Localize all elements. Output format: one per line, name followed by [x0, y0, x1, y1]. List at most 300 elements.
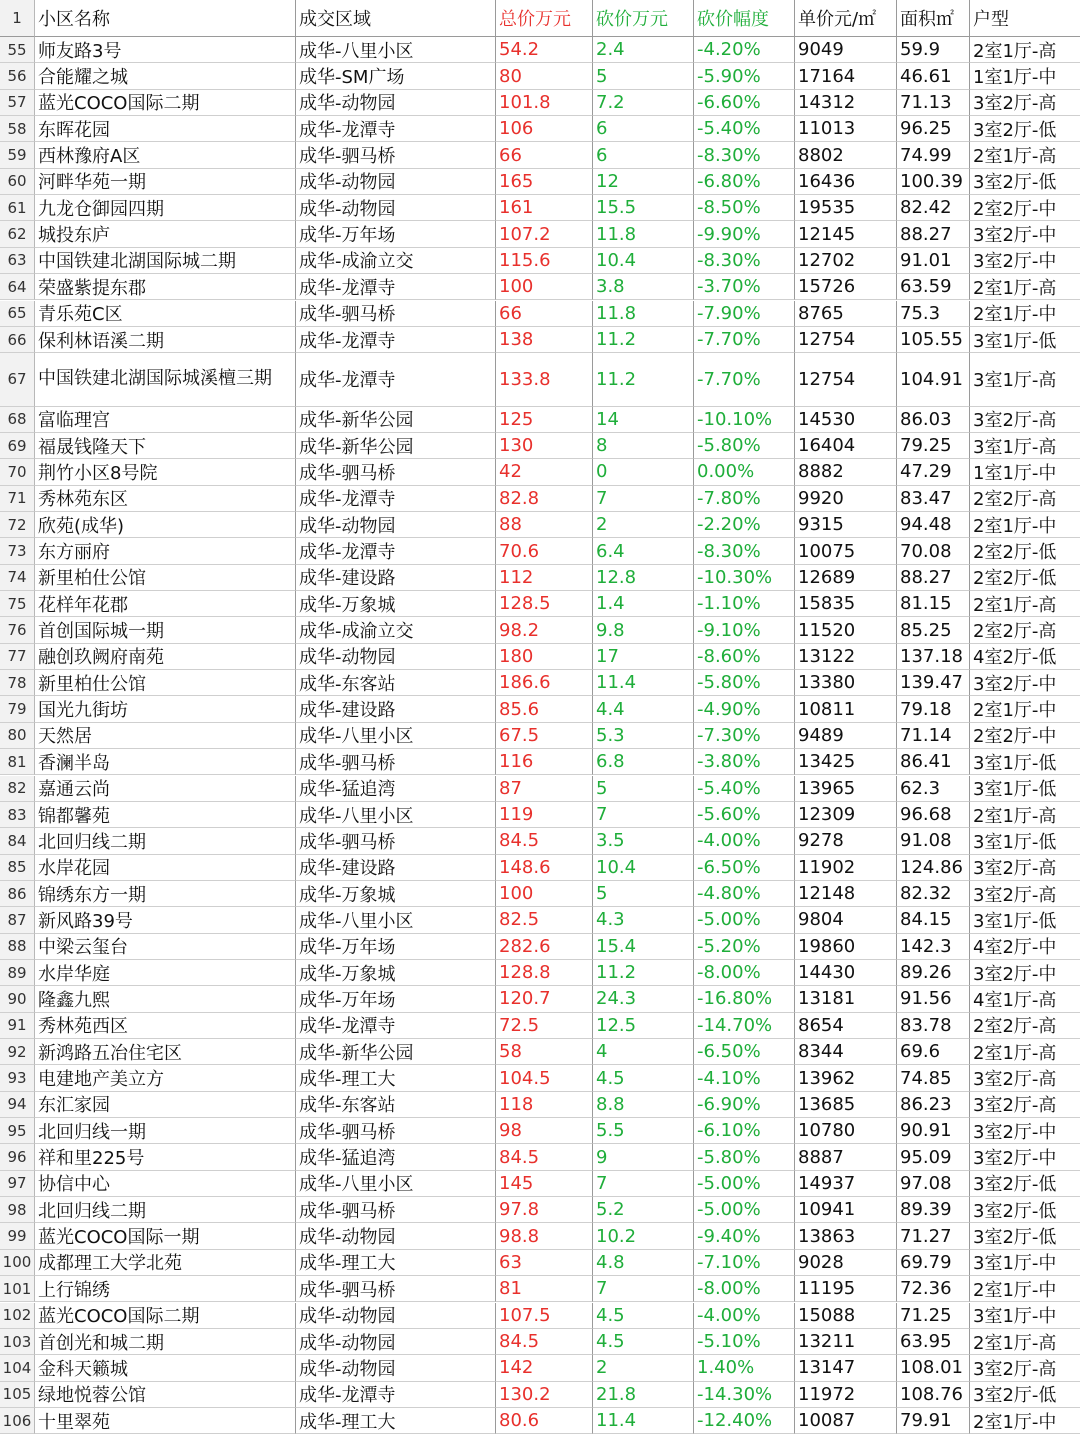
cell-area[interactable]: 成华-驷马桥: [296, 301, 496, 327]
cell-area[interactable]: 成华-驷马桥: [296, 1197, 496, 1223]
cell-type[interactable]: 3室2厅-中: [970, 670, 1080, 696]
cell-size[interactable]: 104.91: [897, 353, 970, 406]
cell-name[interactable]: 秀林苑东区: [35, 486, 296, 512]
row-number[interactable]: 101: [0, 1276, 35, 1302]
cell-area[interactable]: 成华-八里小区: [296, 1171, 496, 1197]
cell-total[interactable]: 120.7: [496, 986, 593, 1012]
cell-unit-price[interactable]: 15835: [795, 591, 897, 617]
cell-size[interactable]: 90.91: [897, 1118, 970, 1144]
cell-cut[interactable]: 11.8: [593, 301, 694, 327]
cell-total[interactable]: 82.8: [496, 486, 593, 512]
cell-cut[interactable]: 15.5: [593, 195, 694, 221]
row-number[interactable]: 69: [0, 433, 35, 459]
cell-cut[interactable]: 10.4: [593, 248, 694, 274]
cell-area[interactable]: 成华-动物园: [296, 644, 496, 670]
cell-size[interactable]: 95.09: [897, 1144, 970, 1170]
row-number[interactable]: 84: [0, 828, 35, 854]
cell-cut[interactable]: 3.8: [593, 274, 694, 300]
cell-name[interactable]: 成都理工大学北苑: [35, 1250, 296, 1276]
row-number[interactable]: 55: [0, 37, 35, 63]
cell-cut[interactable]: 6.4: [593, 538, 694, 564]
cell-type[interactable]: 4室2厅-低: [970, 644, 1080, 670]
cell-total[interactable]: 80: [496, 63, 593, 89]
cell-type[interactable]: 2室2厅-中: [970, 723, 1080, 749]
cell-cut[interactable]: 8: [593, 433, 694, 459]
cell-pct[interactable]: -4.00%: [694, 828, 795, 854]
cell-total[interactable]: 67.5: [496, 723, 593, 749]
cell-unit-price[interactable]: 13965: [795, 776, 897, 802]
cell-size[interactable]: 72.36: [897, 1276, 970, 1302]
cell-type[interactable]: 3室2厅-高: [970, 407, 1080, 433]
cell-area[interactable]: 成华-成渝立交: [296, 248, 496, 274]
cell-type[interactable]: 2室1厅-中: [970, 512, 1080, 538]
cell-area[interactable]: 成华-理工大: [296, 1250, 496, 1276]
cell-size[interactable]: 62.3: [897, 776, 970, 802]
cell-cut[interactable]: 12.8: [593, 565, 694, 591]
row-number[interactable]: 73: [0, 538, 35, 564]
cell-total[interactable]: 98: [496, 1118, 593, 1144]
cell-name[interactable]: 协信中心: [35, 1171, 296, 1197]
row-number[interactable]: 91: [0, 1013, 35, 1039]
cell-unit-price[interactable]: 11013: [795, 116, 897, 142]
cell-size[interactable]: 97.08: [897, 1171, 970, 1197]
cell-name[interactable]: 保利林语溪二期: [35, 327, 296, 353]
cell-pct[interactable]: -6.50%: [694, 855, 795, 881]
cell-size[interactable]: 82.32: [897, 881, 970, 907]
cell-size[interactable]: 74.85: [897, 1065, 970, 1091]
cell-total[interactable]: 133.8: [496, 353, 593, 406]
cell-size[interactable]: 59.9: [897, 37, 970, 63]
cell-size[interactable]: 69.79: [897, 1250, 970, 1276]
cell-area[interactable]: 成华-动物园: [296, 195, 496, 221]
cell-size[interactable]: 69.6: [897, 1039, 970, 1065]
cell-name[interactable]: 东方丽府: [35, 538, 296, 564]
cell-area[interactable]: 成华-SM广场: [296, 63, 496, 89]
cell-type[interactable]: 3室2厅-高: [970, 881, 1080, 907]
cell-total[interactable]: 58: [496, 1039, 593, 1065]
cell-area[interactable]: 成华-猛追湾: [296, 1144, 496, 1170]
cell-area[interactable]: 成华-万象城: [296, 881, 496, 907]
cell-size[interactable]: 100.39: [897, 169, 970, 195]
cell-type[interactable]: 2室2厅-中: [970, 195, 1080, 221]
cell-cut[interactable]: 7: [593, 802, 694, 828]
cell-type[interactable]: 3室2厅-低: [970, 1382, 1080, 1408]
row-number[interactable]: 63: [0, 248, 35, 274]
cell-size[interactable]: 142.3: [897, 934, 970, 960]
cell-cut[interactable]: 6: [593, 142, 694, 168]
row-number[interactable]: 105: [0, 1382, 35, 1408]
cell-name[interactable]: 欣苑(成华): [35, 512, 296, 538]
cell-type[interactable]: 3室1厅-中: [970, 1303, 1080, 1329]
cell-cut[interactable]: 4: [593, 1039, 694, 1065]
cell-name[interactable]: 金科天籁城: [35, 1355, 296, 1381]
cell-name[interactable]: 水岸华庭: [35, 960, 296, 986]
cell-area[interactable]: 成华-建设路: [296, 855, 496, 881]
cell-unit-price[interactable]: 10087: [795, 1408, 897, 1434]
cell-size[interactable]: 79.25: [897, 433, 970, 459]
cell-name[interactable]: 绿地悦蓉公馆: [35, 1382, 296, 1408]
cell-total[interactable]: 130.2: [496, 1382, 593, 1408]
cell-type[interactable]: 3室1厅-低: [970, 749, 1080, 775]
cell-total[interactable]: 138: [496, 327, 593, 353]
cell-name[interactable]: 隆鑫九熙: [35, 986, 296, 1012]
cell-size[interactable]: 91.08: [897, 828, 970, 854]
cell-size[interactable]: 47.29: [897, 459, 970, 485]
cell-unit-price[interactable]: 12754: [795, 353, 897, 406]
cell-unit-price[interactable]: 11520: [795, 617, 897, 643]
cell-type[interactable]: 3室2厅-中: [970, 1118, 1080, 1144]
cell-cut[interactable]: 9.8: [593, 617, 694, 643]
cell-cut[interactable]: 10.2: [593, 1223, 694, 1249]
cell-name[interactable]: 西林豫府A区: [35, 142, 296, 168]
cell-name[interactable]: 蓝光COCO国际二期: [35, 1303, 296, 1329]
cell-area[interactable]: 成华-驷马桥: [296, 142, 496, 168]
cell-cut[interactable]: 4.3: [593, 907, 694, 933]
cell-pct[interactable]: -4.80%: [694, 881, 795, 907]
cell-size[interactable]: 79.18: [897, 696, 970, 722]
cell-name[interactable]: 融创玖阙府南苑: [35, 644, 296, 670]
cell-pct[interactable]: -6.50%: [694, 1039, 795, 1065]
cell-size[interactable]: 108.01: [897, 1355, 970, 1381]
cell-size[interactable]: 137.18: [897, 644, 970, 670]
cell-pct[interactable]: -7.80%: [694, 486, 795, 512]
cell-pct[interactable]: -4.20%: [694, 37, 795, 63]
row-number[interactable]: 99: [0, 1223, 35, 1249]
cell-unit-price[interactable]: 12689: [795, 565, 897, 591]
cell-cut[interactable]: 11.8: [593, 221, 694, 247]
cell-area[interactable]: 成华-动物园: [296, 1303, 496, 1329]
cell-type[interactable]: 2室1厅-高: [970, 142, 1080, 168]
cell-type[interactable]: 2室2厅-低: [970, 565, 1080, 591]
cell-type[interactable]: 2室1厅-高: [970, 591, 1080, 617]
cell-type[interactable]: 3室2厅-高: [970, 855, 1080, 881]
cell-name[interactable]: 十里翠苑: [35, 1408, 296, 1434]
cell-cut[interactable]: 11.2: [593, 353, 694, 406]
cell-area[interactable]: 成华-龙潭寺: [296, 353, 496, 406]
cell-unit-price[interactable]: 13147: [795, 1355, 897, 1381]
row-number[interactable]: 98: [0, 1197, 35, 1223]
cell-pct[interactable]: -3.70%: [694, 274, 795, 300]
cell-size[interactable]: 96.68: [897, 802, 970, 828]
cell-cut[interactable]: 5: [593, 881, 694, 907]
row-number[interactable]: 59: [0, 142, 35, 168]
cell-type[interactable]: 3室2厅-高: [970, 1065, 1080, 1091]
cell-pct[interactable]: -4.90%: [694, 696, 795, 722]
cell-area[interactable]: 成华-建设路: [296, 565, 496, 591]
row-number[interactable]: 103: [0, 1329, 35, 1355]
cell-pct[interactable]: -5.80%: [694, 433, 795, 459]
cell-unit-price[interactable]: 12309: [795, 802, 897, 828]
cell-unit-price[interactable]: 8654: [795, 1013, 897, 1039]
cell-pct[interactable]: 0.00%: [694, 459, 795, 485]
row-number[interactable]: 67: [0, 353, 35, 406]
cell-name[interactable]: 荆竹小区8号院: [35, 459, 296, 485]
cell-area[interactable]: 成华-动物园: [296, 90, 496, 116]
cell-size[interactable]: 79.91: [897, 1408, 970, 1434]
column-header-pct[interactable]: 砍价幅度: [694, 0, 795, 37]
cell-pct[interactable]: -6.80%: [694, 169, 795, 195]
cell-total[interactable]: 119: [496, 802, 593, 828]
cell-cut[interactable]: 5.5: [593, 1118, 694, 1144]
cell-area[interactable]: 成华-龙潭寺: [296, 1382, 496, 1408]
row-number[interactable]: 56: [0, 63, 35, 89]
cell-unit-price[interactable]: 11972: [795, 1382, 897, 1408]
cell-name[interactable]: 北回归线一期: [35, 1118, 296, 1144]
cell-area[interactable]: 成华-龙潭寺: [296, 274, 496, 300]
cell-pct[interactable]: -7.70%: [694, 327, 795, 353]
cell-area[interactable]: 成华-龙潭寺: [296, 1013, 496, 1039]
cell-size[interactable]: 96.25: [897, 116, 970, 142]
cell-cut[interactable]: 21.8: [593, 1382, 694, 1408]
cell-total[interactable]: 107.5: [496, 1303, 593, 1329]
cell-size[interactable]: 81.15: [897, 591, 970, 617]
cell-name[interactable]: 国光九街坊: [35, 696, 296, 722]
cell-area[interactable]: 成华-新华公园: [296, 1039, 496, 1065]
cell-name[interactable]: 水岸花园: [35, 855, 296, 881]
cell-cut[interactable]: 3.5: [593, 828, 694, 854]
row-number[interactable]: 102: [0, 1303, 35, 1329]
cell-pct[interactable]: -8.30%: [694, 538, 795, 564]
cell-type[interactable]: 2室2厅-低: [970, 538, 1080, 564]
cell-name[interactable]: 福晟钱隆天下: [35, 433, 296, 459]
cell-unit-price[interactable]: 12145: [795, 221, 897, 247]
cell-size[interactable]: 84.15: [897, 907, 970, 933]
cell-total[interactable]: 100: [496, 881, 593, 907]
cell-name[interactable]: 香澜半岛: [35, 749, 296, 775]
cell-total[interactable]: 112: [496, 565, 593, 591]
cell-unit-price[interactable]: 9049: [795, 37, 897, 63]
cell-size[interactable]: 83.47: [897, 486, 970, 512]
cell-size[interactable]: 86.41: [897, 749, 970, 775]
cell-area[interactable]: 成华-八里小区: [296, 723, 496, 749]
cell-cut[interactable]: 7: [593, 486, 694, 512]
cell-cut[interactable]: 5.2: [593, 1197, 694, 1223]
cell-total[interactable]: 97.8: [496, 1197, 593, 1223]
cell-name[interactable]: 花样年花郡: [35, 591, 296, 617]
cell-type[interactable]: 2室1厅-高: [970, 274, 1080, 300]
row-number[interactable]: 80: [0, 723, 35, 749]
cell-pct[interactable]: -16.80%: [694, 986, 795, 1012]
cell-pct[interactable]: -7.30%: [694, 723, 795, 749]
cell-name[interactable]: 秀林苑西区: [35, 1013, 296, 1039]
row-number[interactable]: 68: [0, 407, 35, 433]
cell-name[interactable]: 首创光和城二期: [35, 1329, 296, 1355]
cell-type[interactable]: 4室2厅-中: [970, 934, 1080, 960]
cell-unit-price[interactable]: 10941: [795, 1197, 897, 1223]
cell-cut[interactable]: 6: [593, 116, 694, 142]
cell-name[interactable]: 北回归线二期: [35, 1197, 296, 1223]
cell-name[interactable]: 富临理宫: [35, 407, 296, 433]
cell-cut[interactable]: 7.2: [593, 90, 694, 116]
cell-pct[interactable]: -8.30%: [694, 248, 795, 274]
cell-size[interactable]: 124.86: [897, 855, 970, 881]
cell-type[interactable]: 2室1厅-中: [970, 696, 1080, 722]
cell-unit-price[interactable]: 8344: [795, 1039, 897, 1065]
cell-unit-price[interactable]: 9489: [795, 723, 897, 749]
cell-size[interactable]: 71.14: [897, 723, 970, 749]
cell-pct[interactable]: -8.00%: [694, 960, 795, 986]
cell-name[interactable]: 中国铁建北湖国际城溪檀三期: [35, 353, 296, 406]
cell-pct[interactable]: -9.40%: [694, 1223, 795, 1249]
cell-total[interactable]: 66: [496, 142, 593, 168]
row-number[interactable]: 72: [0, 512, 35, 538]
cell-size[interactable]: 71.13: [897, 90, 970, 116]
cell-pct[interactable]: -7.10%: [694, 1250, 795, 1276]
row-number[interactable]: 89: [0, 960, 35, 986]
cell-name[interactable]: 师友路3号: [35, 37, 296, 63]
cell-type[interactable]: 3室1厅-低: [970, 327, 1080, 353]
cell-pct[interactable]: -5.00%: [694, 1197, 795, 1223]
cell-size[interactable]: 89.39: [897, 1197, 970, 1223]
cell-unit-price[interactable]: 13211: [795, 1329, 897, 1355]
cell-unit-price[interactable]: 13685: [795, 1092, 897, 1118]
cell-unit-price[interactable]: 13425: [795, 749, 897, 775]
cell-area[interactable]: 成华-动物园: [296, 1355, 496, 1381]
cell-area[interactable]: 成华-驷马桥: [296, 1118, 496, 1144]
cell-total[interactable]: 107.2: [496, 221, 593, 247]
cell-area[interactable]: 成华-建设路: [296, 696, 496, 722]
cell-unit-price[interactable]: 13863: [795, 1223, 897, 1249]
row-number[interactable]: 74: [0, 565, 35, 591]
cell-unit-price[interactable]: 9804: [795, 907, 897, 933]
cell-name[interactable]: 新风路39号: [35, 907, 296, 933]
row-number[interactable]: 96: [0, 1144, 35, 1170]
row-number[interactable]: 57: [0, 90, 35, 116]
cell-size[interactable]: 89.26: [897, 960, 970, 986]
cell-area[interactable]: 成华-理工大: [296, 1408, 496, 1434]
cell-unit-price[interactable]: 9315: [795, 512, 897, 538]
cell-pct[interactable]: -6.60%: [694, 90, 795, 116]
cell-total[interactable]: 101.8: [496, 90, 593, 116]
cell-total[interactable]: 54.2: [496, 37, 593, 63]
cell-cut[interactable]: 8.8: [593, 1092, 694, 1118]
cell-total[interactable]: 84.5: [496, 1144, 593, 1170]
cell-size[interactable]: 63.59: [897, 274, 970, 300]
cell-pct[interactable]: -8.30%: [694, 142, 795, 168]
cell-unit-price[interactable]: 15088: [795, 1303, 897, 1329]
cell-size[interactable]: 82.42: [897, 195, 970, 221]
cell-cut[interactable]: 9: [593, 1144, 694, 1170]
cell-unit-price[interactable]: 9278: [795, 828, 897, 854]
cell-area[interactable]: 成华-动物园: [296, 169, 496, 195]
cell-name[interactable]: 锦绣东方一期: [35, 881, 296, 907]
cell-type[interactable]: 3室1厅-中: [970, 1250, 1080, 1276]
row-number[interactable]: 86: [0, 881, 35, 907]
column-header-total[interactable]: 总价万元: [496, 0, 593, 37]
row-number[interactable]: 81: [0, 749, 35, 775]
cell-type[interactable]: 3室2厅-高: [970, 1355, 1080, 1381]
cell-size[interactable]: 91.01: [897, 248, 970, 274]
row-number[interactable]: 88: [0, 934, 35, 960]
cell-name[interactable]: 锦都馨苑: [35, 802, 296, 828]
cell-total[interactable]: 80.6: [496, 1408, 593, 1434]
cell-type[interactable]: 3室2厅-中: [970, 221, 1080, 247]
cell-area[interactable]: 成华-东客站: [296, 670, 496, 696]
cell-total[interactable]: 100: [496, 274, 593, 300]
cell-pct[interactable]: -5.80%: [694, 670, 795, 696]
row-number[interactable]: 79: [0, 696, 35, 722]
cell-pct[interactable]: -2.20%: [694, 512, 795, 538]
cell-cut[interactable]: 15.4: [593, 934, 694, 960]
cell-area[interactable]: 成华-动物园: [296, 512, 496, 538]
cell-pct[interactable]: -5.00%: [694, 1171, 795, 1197]
cell-pct[interactable]: -6.90%: [694, 1092, 795, 1118]
cell-size[interactable]: 94.48: [897, 512, 970, 538]
row-number[interactable]: 61: [0, 195, 35, 221]
cell-unit-price[interactable]: 8882: [795, 459, 897, 485]
cell-unit-price[interactable]: 12702: [795, 248, 897, 274]
cell-name[interactable]: 合能耀之城: [35, 63, 296, 89]
cell-name[interactable]: 蓝光COCO国际一期: [35, 1223, 296, 1249]
cell-type[interactable]: 2室1厅-中: [970, 1276, 1080, 1302]
cell-cut[interactable]: 4.4: [593, 696, 694, 722]
cell-cut[interactable]: 12.5: [593, 1013, 694, 1039]
cell-name[interactable]: 东汇家园: [35, 1092, 296, 1118]
cell-area[interactable]: 成华-驷马桥: [296, 749, 496, 775]
row-number[interactable]: 100: [0, 1250, 35, 1276]
cell-total[interactable]: 180: [496, 644, 593, 670]
cell-unit-price[interactable]: 13962: [795, 1065, 897, 1091]
cell-pct[interactable]: -5.00%: [694, 907, 795, 933]
row-number[interactable]: 58: [0, 116, 35, 142]
cell-name[interactable]: 中国铁建北湖国际城二期: [35, 248, 296, 274]
cell-unit-price[interactable]: 13181: [795, 986, 897, 1012]
cell-type[interactable]: 2室1厅-中: [970, 1408, 1080, 1434]
cell-pct[interactable]: -8.50%: [694, 195, 795, 221]
cell-area[interactable]: 成华-万年场: [296, 221, 496, 247]
cell-type[interactable]: 3室1厅-低: [970, 776, 1080, 802]
cell-name[interactable]: 嘉通云尚: [35, 776, 296, 802]
cell-name[interactable]: 电建地产美立方: [35, 1065, 296, 1091]
cell-cut[interactable]: 1.4: [593, 591, 694, 617]
cell-total[interactable]: 104.5: [496, 1065, 593, 1091]
row-number[interactable]: 76: [0, 617, 35, 643]
cell-total[interactable]: 165: [496, 169, 593, 195]
cell-name[interactable]: 北回归线二期: [35, 828, 296, 854]
cell-size[interactable]: 70.08: [897, 538, 970, 564]
cell-cut[interactable]: 4.8: [593, 1250, 694, 1276]
cell-type[interactable]: 4室1厅-高: [970, 986, 1080, 1012]
cell-area[interactable]: 成华-理工大: [296, 1065, 496, 1091]
cell-area[interactable]: 成华-动物园: [296, 1329, 496, 1355]
cell-unit-price[interactable]: 19535: [795, 195, 897, 221]
cell-unit-price[interactable]: 10811: [795, 696, 897, 722]
row-number[interactable]: 94: [0, 1092, 35, 1118]
cell-cut[interactable]: 24.3: [593, 986, 694, 1012]
row-number[interactable]: 92: [0, 1039, 35, 1065]
cell-pct[interactable]: -7.90%: [694, 301, 795, 327]
cell-unit-price[interactable]: 14312: [795, 90, 897, 116]
cell-cut[interactable]: 7: [593, 1171, 694, 1197]
cell-name[interactable]: 城投东庐: [35, 221, 296, 247]
cell-cut[interactable]: 0: [593, 459, 694, 485]
cell-total[interactable]: 106: [496, 116, 593, 142]
cell-unit-price[interactable]: 14530: [795, 407, 897, 433]
cell-size[interactable]: 91.56: [897, 986, 970, 1012]
row-number[interactable]: 97: [0, 1171, 35, 1197]
cell-size[interactable]: 71.25: [897, 1303, 970, 1329]
cell-total[interactable]: 66: [496, 301, 593, 327]
cell-unit-price[interactable]: 11195: [795, 1276, 897, 1302]
cell-size[interactable]: 85.25: [897, 617, 970, 643]
cell-unit-price[interactable]: 17164: [795, 63, 897, 89]
column-header-area[interactable]: 成交区域: [296, 0, 496, 37]
cell-area[interactable]: 成华-八里小区: [296, 37, 496, 63]
cell-unit-price[interactable]: 14430: [795, 960, 897, 986]
cell-area[interactable]: 成华-龙潭寺: [296, 327, 496, 353]
row-number[interactable]: 90: [0, 986, 35, 1012]
cell-area[interactable]: 成华-成渝立交: [296, 617, 496, 643]
